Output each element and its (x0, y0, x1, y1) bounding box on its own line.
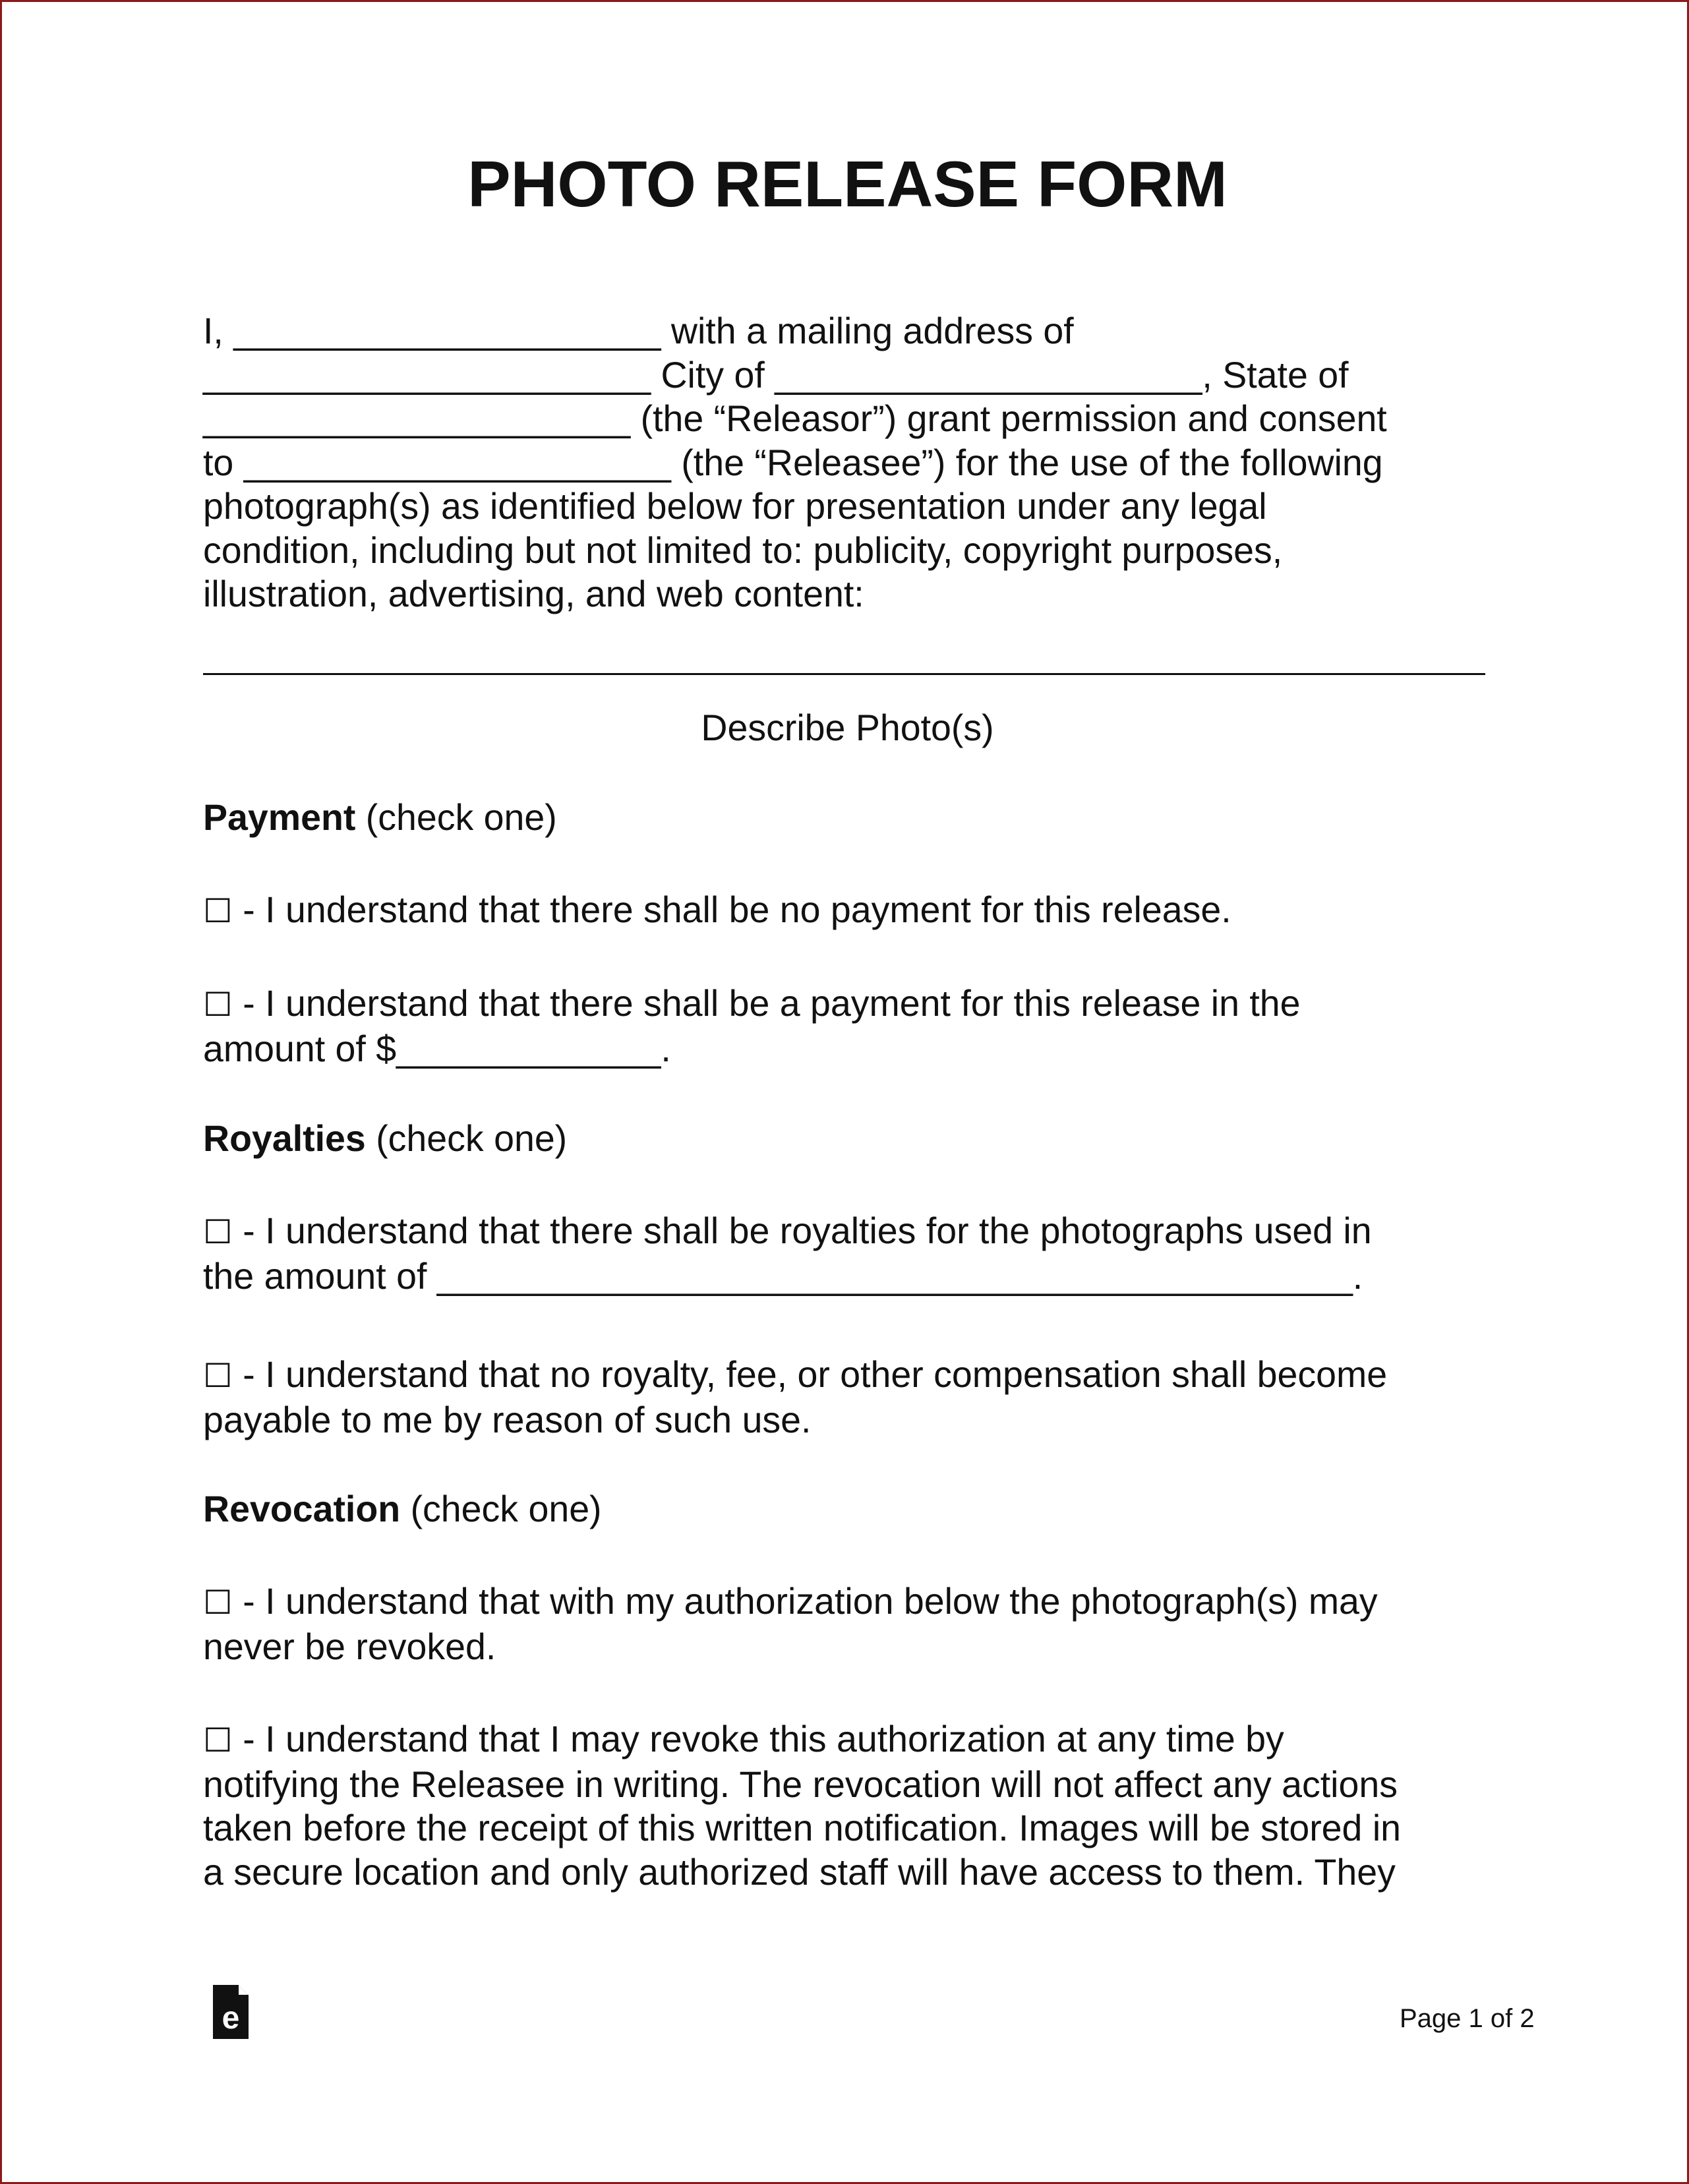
option-line: taken before the receipt of this written notification. Images will be stored in (203, 1808, 1402, 1848)
royalties-heading-label: Royalties (203, 1118, 366, 1159)
option-line (203, 982, 1492, 1027)
option-line: notifying the Releasee in writing. The revocation will not affect any actions (203, 1763, 1398, 1805)
option-line: a secure location and only authorized staff will have access to them. They (203, 1851, 1396, 1893)
intro-line: illustration, advertising, and web content: (203, 574, 864, 614)
intro-line: to _____________________ (the “Releasee”) for the use of the following (203, 442, 1383, 483)
intro-line: photograph(s) as identified below for presentation under any legal (203, 486, 1267, 527)
logo-letter: e (222, 2001, 240, 2036)
option-line (203, 888, 1492, 933)
option-line (203, 1579, 1492, 1625)
checkbox[interactable]: ☐ (203, 1357, 233, 1395)
checkbox[interactable]: ☐ (203, 892, 233, 930)
intro-line: ______________________ City of _____________________, State of (203, 354, 1349, 396)
payment-heading-note: (check one) (365, 797, 557, 838)
royalties-heading-note: (check one) (376, 1118, 568, 1159)
revocation-heading-label: Revocation (203, 1489, 401, 1529)
option-line: the amount of _____________________________________________. (203, 1255, 1363, 1297)
page-title: PHOTO RELEASE FORM (467, 148, 1228, 220)
royalties-option-no-royalty (203, 1353, 1492, 1442)
option-text: - I understand that there shall be a payment for this release in the (243, 983, 1301, 1024)
royalties-heading (203, 1117, 1492, 1160)
option-line: payable to me by reason of such use. (203, 1399, 812, 1440)
option-text: - I understand that there shall be royalties for the photographs used in (243, 1210, 1372, 1251)
option-line: never be revoked. (203, 1626, 496, 1667)
revocation-heading-note: (check one) (410, 1489, 602, 1529)
option-line (203, 1353, 1492, 1398)
intro-paragraph (203, 309, 1492, 616)
revocation-heading (203, 1487, 1492, 1531)
payment-option-no-payment (203, 888, 1492, 933)
option-text: - I understand that there shall be no payment for this release. (243, 889, 1231, 930)
option-line (203, 1209, 1492, 1254)
revocation-option-may-revoke (203, 1717, 1492, 1894)
describe-photo-caption: Describe Photo(s) (701, 707, 994, 748)
describe-photo-line[interactable] (203, 673, 1485, 675)
intro-line: I, _____________________ with a mailing address of (203, 310, 1074, 351)
page-number: Page 1 of 2 (1400, 2004, 1535, 2033)
revocation-option-never-revoked (203, 1579, 1492, 1668)
royalties-option-with-royalties (203, 1209, 1492, 1298)
eforms-logo-icon (212, 1984, 250, 2040)
option-text: - I understand that with my authorization below the photograph(s) may (243, 1581, 1378, 1622)
checkbox[interactable]: ☐ (203, 1721, 233, 1759)
intro-line: _____________________ (the “Releasor”) grant permission and consent (203, 398, 1387, 439)
payment-option-with-payment (203, 982, 1492, 1071)
payment-heading-label: Payment (203, 797, 356, 838)
option-text: - I understand that I may revoke this authorization at any time by (243, 1719, 1284, 1759)
option-text: - I understand that no royalty, fee, or other compensation shall become (243, 1354, 1388, 1395)
intro-line: condition, including but not limited to: publicity, copyright purposes, (203, 529, 1283, 571)
checkbox[interactable]: ☐ (203, 986, 233, 1024)
checkbox[interactable]: ☐ (203, 1583, 233, 1622)
checkbox[interactable]: ☐ (203, 1213, 233, 1251)
option-line: amount of $_____________. (203, 1028, 671, 1069)
payment-heading (203, 796, 1492, 839)
option-line (203, 1717, 1492, 1763)
